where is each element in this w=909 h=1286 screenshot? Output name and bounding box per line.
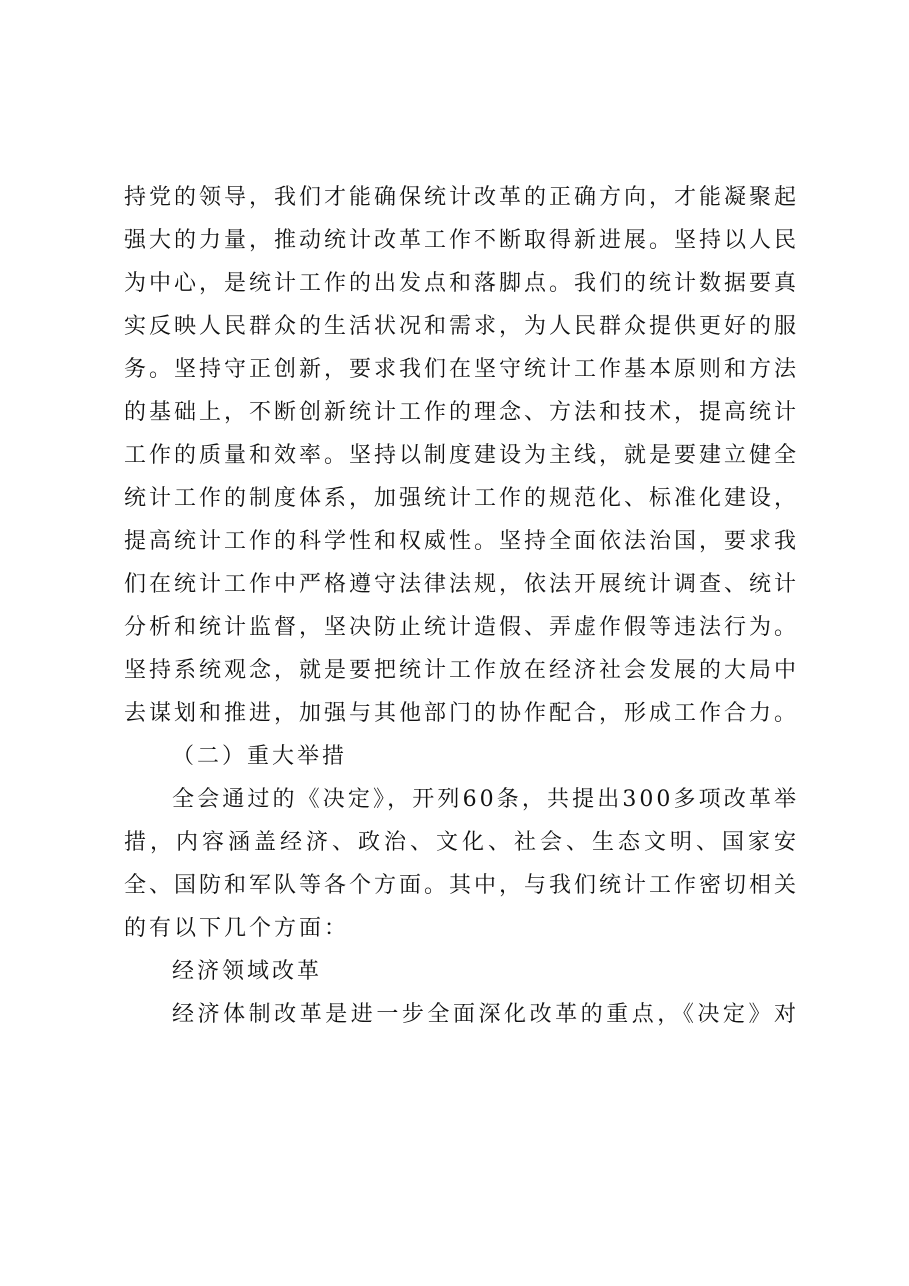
paragraph-line: 去谋划和推进，加强与其他部门的协作配合，形成工作合力。 xyxy=(124,701,800,726)
paragraph-line: 全会通过的《决定》，开列60条，共提出300多项改革举 xyxy=(172,787,799,812)
paragraph-line: 务。坚持守正创新，要求我们在坚守统计工作基本原则和方法 xyxy=(124,357,800,382)
paragraph-line: 的有以下几个方面： xyxy=(124,916,350,941)
paragraph-line: 提高统计工作的科学性和权威性。坚持全面依法治国，要求我 xyxy=(124,529,800,554)
paragraph-line: 坚持系统观念，就是要把统计工作放在经济社会发展的大局中 xyxy=(124,658,800,683)
paragraph-line: 全、国防和军队等各个方面。其中，与我们统计工作密切相关 xyxy=(124,873,800,898)
paragraph-line: 工作的质量和效率。坚持以制度建设为主线，就是要建立健全 xyxy=(124,443,800,468)
paragraph-line: 们在统计工作中严格遵守法律法规，依法开展统计调查、统计 xyxy=(124,572,800,597)
paragraph-line: 分析和统计监督，坚决防止统计造假、弄虚作假等违法行为。 xyxy=(124,615,800,640)
paragraph-1 xyxy=(124,176,799,735)
section-heading: （二）重大举措 xyxy=(172,744,348,769)
paragraph-line: 统计工作的制度体系，加强统计工作的规范化、标准化建设， xyxy=(124,486,800,511)
paragraph-line: 实反映人民群众的生活状况和需求，为人民群众提供更好的服 xyxy=(124,314,800,339)
paragraph-2 xyxy=(124,778,799,950)
paragraph-3 xyxy=(124,993,799,1036)
paragraph-line: 持党的领导，我们才能确保统计改革的正确方向，才能凝聚起 xyxy=(124,185,800,210)
paragraph-line: 为中心，是统计工作的出发点和落脚点。我们的统计数据要真 xyxy=(124,271,800,296)
document-body xyxy=(124,176,799,1036)
paragraph-line: 的基础上，不断创新统计工作的理念、方法和技术，提高统计 xyxy=(124,400,800,425)
paragraph-line: 强大的力量，推动统计改革工作不断取得新进展。坚持以人民 xyxy=(124,228,800,253)
subheading: 经济领域改革 xyxy=(172,959,323,984)
paragraph-line: 经济体制改革是进一步全面深化改革的重点，《决定》对 xyxy=(172,1002,799,1027)
paragraph-line: 措，内容涵盖经济、政治、文化、社会、生态文明、国家安 xyxy=(124,830,799,855)
